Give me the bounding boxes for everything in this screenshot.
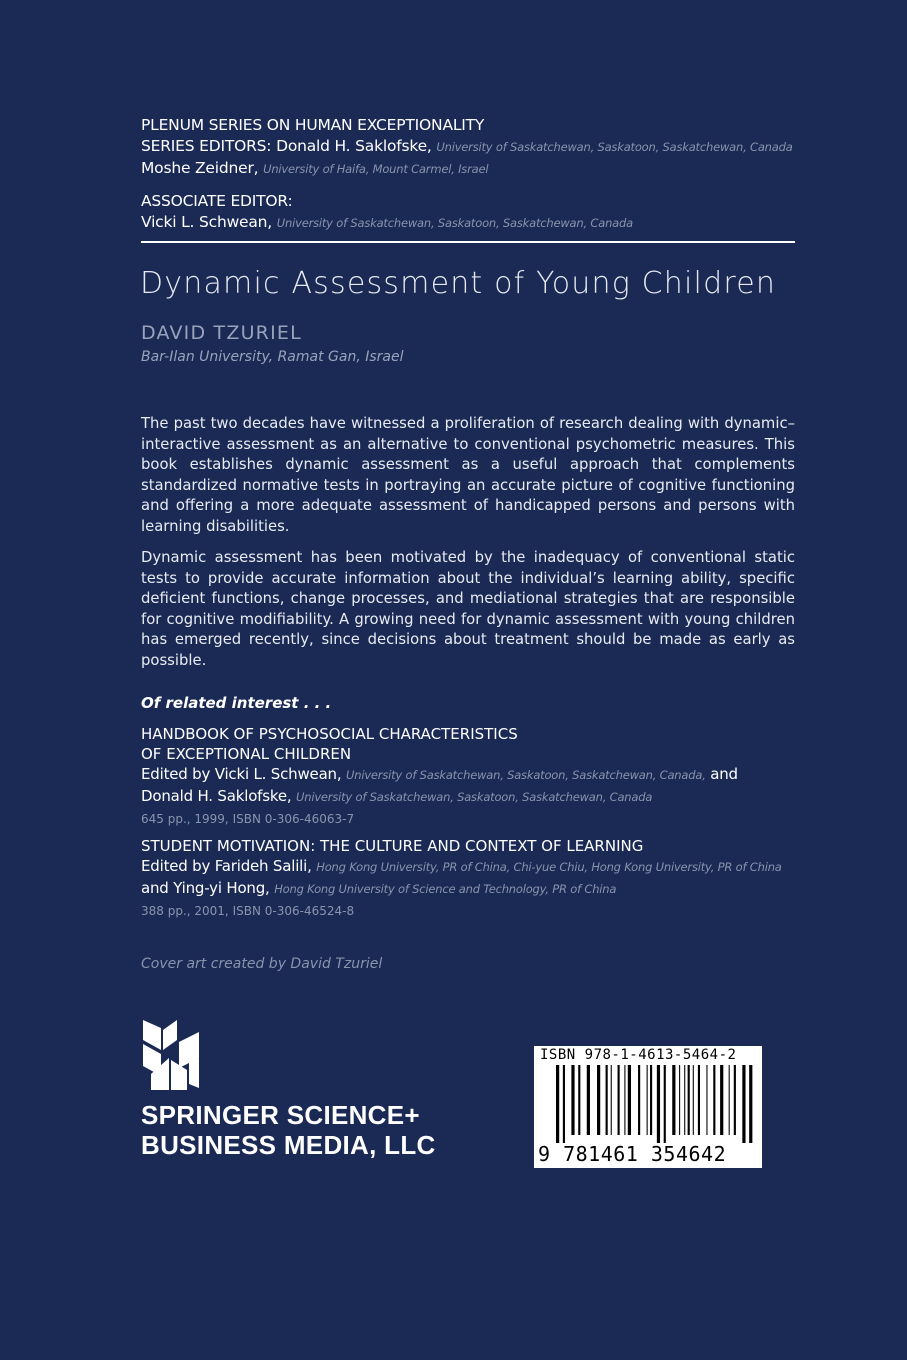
barcode-bar	[749, 1065, 752, 1143]
series-editor2-line	[141, 158, 801, 180]
related-book-1-editors-line1	[141, 764, 801, 786]
barcode-bar	[734, 1065, 736, 1135]
barcode-bar	[729, 1065, 730, 1135]
barcode-bars	[556, 1065, 756, 1143]
related-book-1-editor2: Donald H. Saklofske,	[141, 787, 292, 805]
isbn-number: 9 781461 354642	[538, 1142, 727, 1166]
related-book-2-title: STUDENT MOTIVATION: THE CULTURE AND CONTEXT OF LEARNING	[141, 837, 644, 855]
series-editors-label: SERIES EDITORS:	[141, 137, 272, 155]
isbn-label: ISBN 978-1-4613-5464-2	[540, 1047, 737, 1063]
barcode-bar	[693, 1065, 694, 1135]
publisher-name	[141, 1100, 436, 1160]
series-editor1-name: Donald H. Saklofske,	[276, 137, 432, 155]
related-book-1-title-line1: HANDBOOK OF PSYCHOSOCIAL CHARACTERISTICS	[141, 725, 518, 743]
related-book-2-meta: 388 pp., 2001, ISBN 0-306-46524-8	[141, 904, 355, 918]
barcode-bar	[679, 1065, 680, 1135]
related-book-1-title-line2: OF EXCEPTIONAL CHILDREN	[141, 745, 352, 763]
related-book-1-editor2-affiliation: University of Saskatchewan, Saskatoon, Saskatchewan, Canada	[296, 790, 653, 804]
related-book-2-editors-line1	[141, 856, 801, 878]
barcode-bar	[650, 1065, 652, 1135]
barcode-bar	[742, 1065, 745, 1143]
barcode-bar	[664, 1065, 666, 1143]
barcode-bar	[713, 1065, 715, 1135]
related-book-1-editors-line2	[141, 786, 801, 808]
barcode-bar	[706, 1065, 707, 1135]
related-book-2-editors-line2	[141, 878, 801, 900]
barcode-bar	[698, 1065, 700, 1135]
book-author: DAVID TZURIEL	[141, 322, 302, 344]
barcode-bar	[563, 1065, 565, 1143]
series-editor1-affiliation: University of Saskatchewan, Saskatoon, Saskatchewan, Canada	[436, 140, 793, 154]
barcode-bar	[597, 1065, 600, 1135]
barcode-bar	[657, 1065, 660, 1143]
springer-logo-icon	[141, 1018, 203, 1092]
related-book-1-editor1: Edited by Vicki L. Schwean,	[141, 765, 342, 783]
barcode-bar	[611, 1065, 612, 1135]
series-editor2-name: Moshe Zeidner,	[141, 159, 259, 177]
barcode-bar	[618, 1065, 620, 1135]
barcode-bar	[638, 1065, 640, 1135]
barcode-bar	[684, 1065, 685, 1135]
book-title: Dynamic Assessment of Young Children	[140, 266, 777, 301]
barcode-bar	[578, 1065, 580, 1135]
divider-rule	[141, 241, 795, 243]
series-name: PLENUM SERIES ON HUMAN EXCEPTIONALITY	[141, 116, 485, 134]
barcode-bar	[647, 1065, 648, 1135]
barcode-bar	[606, 1065, 608, 1135]
description-paragraph-2: Dynamic assessment has been motivated by the inadequacy of conventional static tests to provide accurate information about the individual’s learning ability, specific deficient functions, change processes, and mediational strategies that are responsible for cognitive modifiability. A growing need for dynamic assessment with young children has emerged recently, since decisions about treatment should be made as early as possible.	[141, 549, 795, 669]
barcode-bar	[587, 1065, 590, 1135]
publisher-line2: BUSINESS MEDIA, LLC	[141, 1130, 436, 1160]
isbn-barcode	[534, 1046, 762, 1168]
series-editors-line	[141, 136, 801, 158]
barcode-bar	[628, 1065, 631, 1135]
book-author-affiliation: Bar-Ilan University, Ramat Gan, Israel	[141, 349, 404, 365]
related-book-2-editor2: and Ying-yi Hong,	[141, 879, 270, 897]
barcode-bar	[720, 1065, 723, 1135]
related-book-2-editor1: Edited by Farideh Salili,	[141, 857, 312, 875]
related-book-2-editor1-affiliation: Hong Kong University, PR of China, Chi-yue Chiu, Hong Kong University, PR of China	[316, 860, 782, 874]
related-book-2	[141, 836, 801, 922]
related-book-1-meta: 645 pp., 1999, ISBN 0-306-46063-7	[141, 812, 355, 826]
barcode-bar	[571, 1065, 574, 1135]
associate-editor-name: Vicki L. Schwean,	[141, 213, 273, 231]
barcode-bar	[556, 1065, 559, 1143]
series-editor2-affiliation: University of Haifa, Mount Carmel, Israel	[263, 162, 489, 176]
description-paragraph-1: The past two decades have witnessed a proliferation of research dealing with dynamic–interactive assessment as an alternative to conventional psychometric measures. This book establishes dynamic assessment as a useful approach that complements standardized normative tests in portraying an accurate picture of cognitive functioning and offering a more adequate assessment of handicapped persons and persons with learning disabilities.	[141, 415, 795, 535]
associate-editor-line	[141, 212, 801, 234]
barcode-bar	[672, 1065, 675, 1135]
barcode-bar	[624, 1065, 625, 1135]
series-block	[141, 115, 801, 234]
related-book-2-editor2-affiliation: Hong Kong University of Science and Technology, PR of China	[274, 882, 617, 896]
related-book-1-editor1-affiliation: University of Saskatchewan, Saskatoon, Saskatchewan, Canada,	[346, 768, 706, 782]
cover-credit: Cover art created by David Tzuriel	[141, 956, 383, 972]
related-interest-heading: Of related interest . . .	[141, 694, 332, 712]
barcode-bar	[688, 1065, 690, 1135]
related-book-1	[141, 724, 801, 830]
publisher-line1: SPRINGER SCIENCE+	[141, 1100, 420, 1130]
associate-editor-label: ASSOCIATE EDITOR:	[141, 192, 293, 210]
related-book-1-and: and	[710, 765, 738, 783]
associate-editor-affiliation: University of Saskatchewan, Saskatoon, Saskatchewan, Canada	[276, 216, 633, 230]
